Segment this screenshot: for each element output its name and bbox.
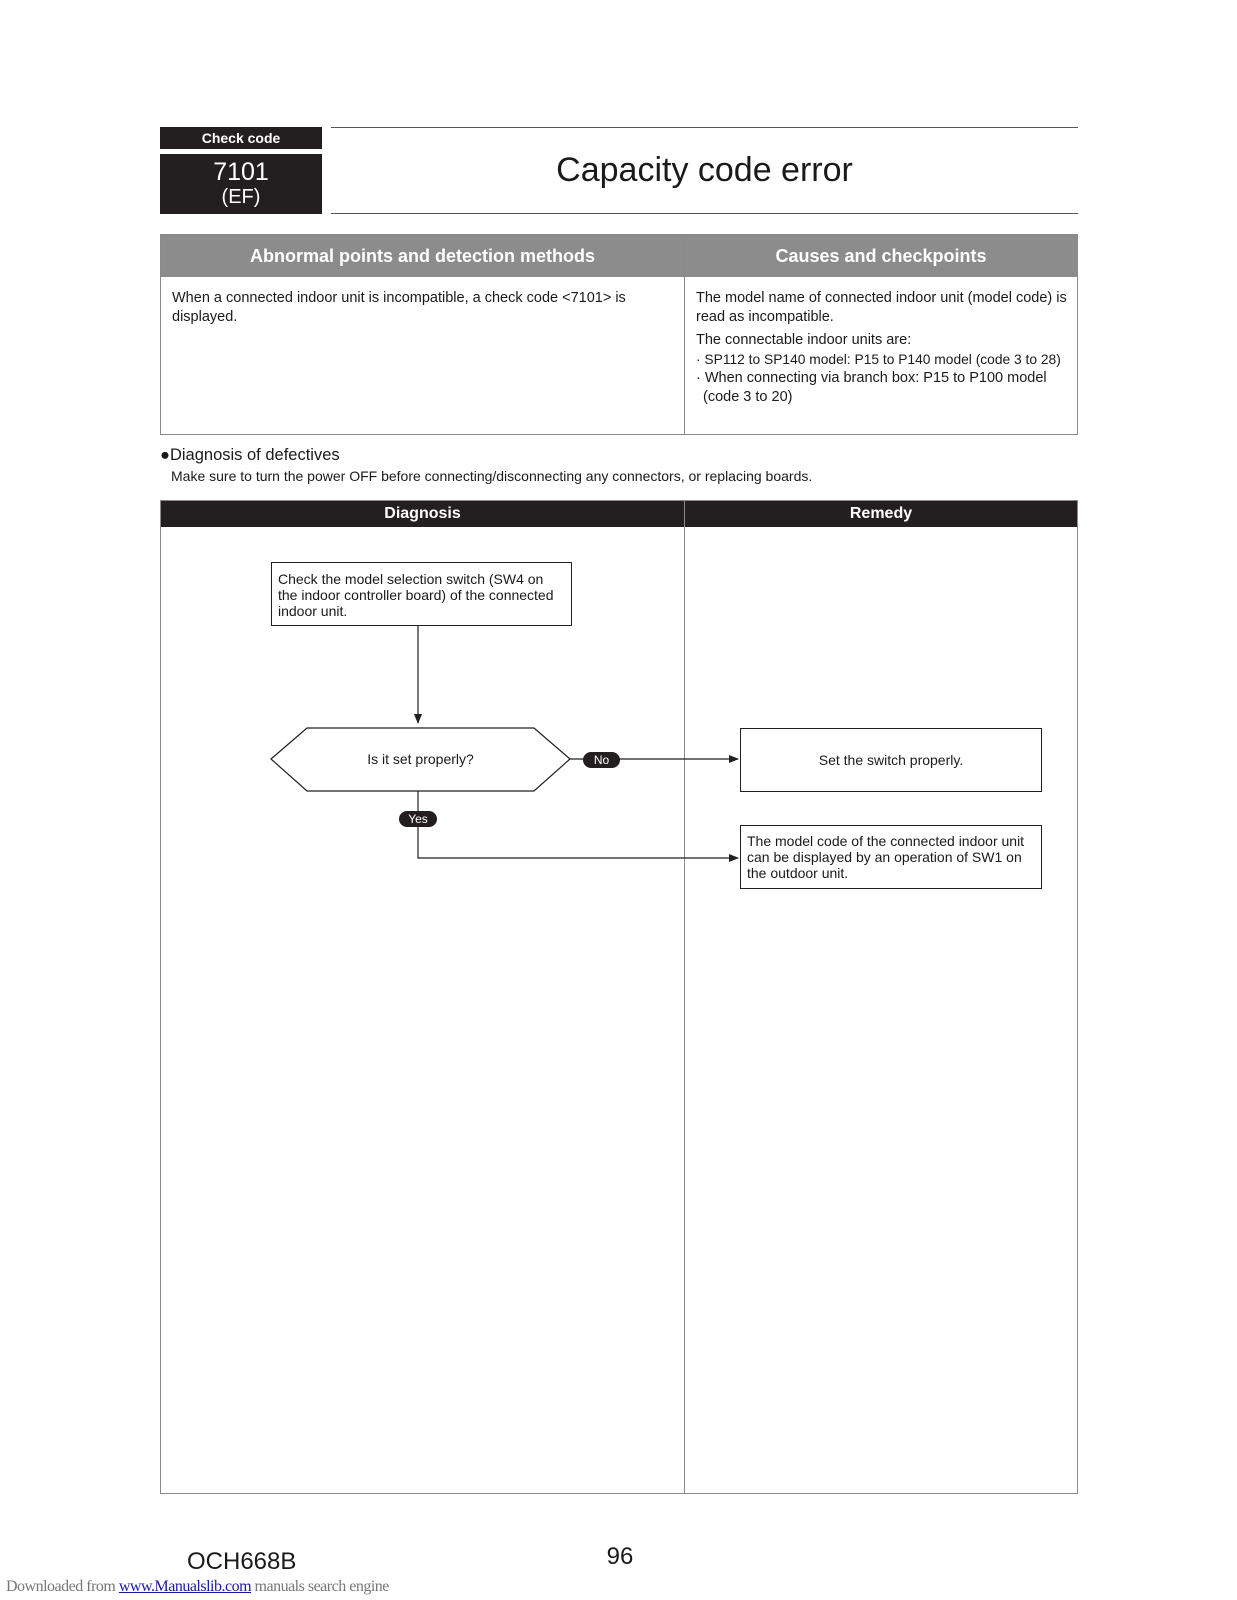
yes-label: Yes [399, 811, 437, 827]
download-credit [6, 1578, 389, 1596]
causes-line-5: (code 3 to 20) [703, 389, 793, 405]
flow-header-diagnosis: Diagnosis [161, 501, 684, 527]
causes-line-2: The connectable indoor units are: [696, 332, 912, 348]
document-code: OCH668B [187, 1548, 297, 1575]
causes-line-3: · SP112 to SP140 model: P15 to P140 model (code 3 to 28) [696, 352, 1061, 367]
check-code-label: Check code [160, 127, 322, 149]
info-header-abnormal: Abnormal points and detection methods [161, 235, 684, 277]
info-header-causes: Causes and checkpoints [685, 235, 1077, 277]
remedy-model-code: The model code of the connected indoor unit can be displayed by an operation of SW1 on the outdoor unit. [740, 825, 1042, 889]
causes-line-4: · When connecting via branch box: P15 to P100 model [696, 370, 1047, 386]
diagnosis-heading: ●Diagnosis of defectives [160, 446, 340, 464]
remedy-set-switch: Set the switch properly. [740, 728, 1042, 792]
causes-line-1: The model name of connected indoor unit (model code) is read as incompatible. [696, 290, 1067, 325]
arrow-yes-branch [418, 791, 738, 858]
manualslib-link[interactable]: www.Manualslib.com [118, 1578, 252, 1595]
check-code-sub: (EF) [221, 186, 261, 208]
info-abnormal-text: When a connected indoor unit is incompatible, a check code <7101> is displayed. [172, 290, 626, 325]
download-prefix: Downloaded from [6, 1578, 116, 1595]
no-label: No [583, 752, 620, 768]
page-title: Capacity code error [556, 151, 853, 189]
flow-step-check-switch: Check the model selection switch (SW4 on the indoor controller board) of the connected indoor unit. [271, 562, 572, 626]
decision-text: Is it set properly? [367, 751, 474, 767]
flow-header-remedy: Remedy [685, 501, 1077, 527]
download-suffix: manuals search engine [254, 1578, 389, 1595]
check-code-number: 7101 [213, 158, 269, 186]
diagnosis-note: Make sure to turn the power OFF before connecting/disconnecting any connectors, or replacing boards. [171, 468, 813, 484]
page-number: 96 [606, 1543, 634, 1570]
